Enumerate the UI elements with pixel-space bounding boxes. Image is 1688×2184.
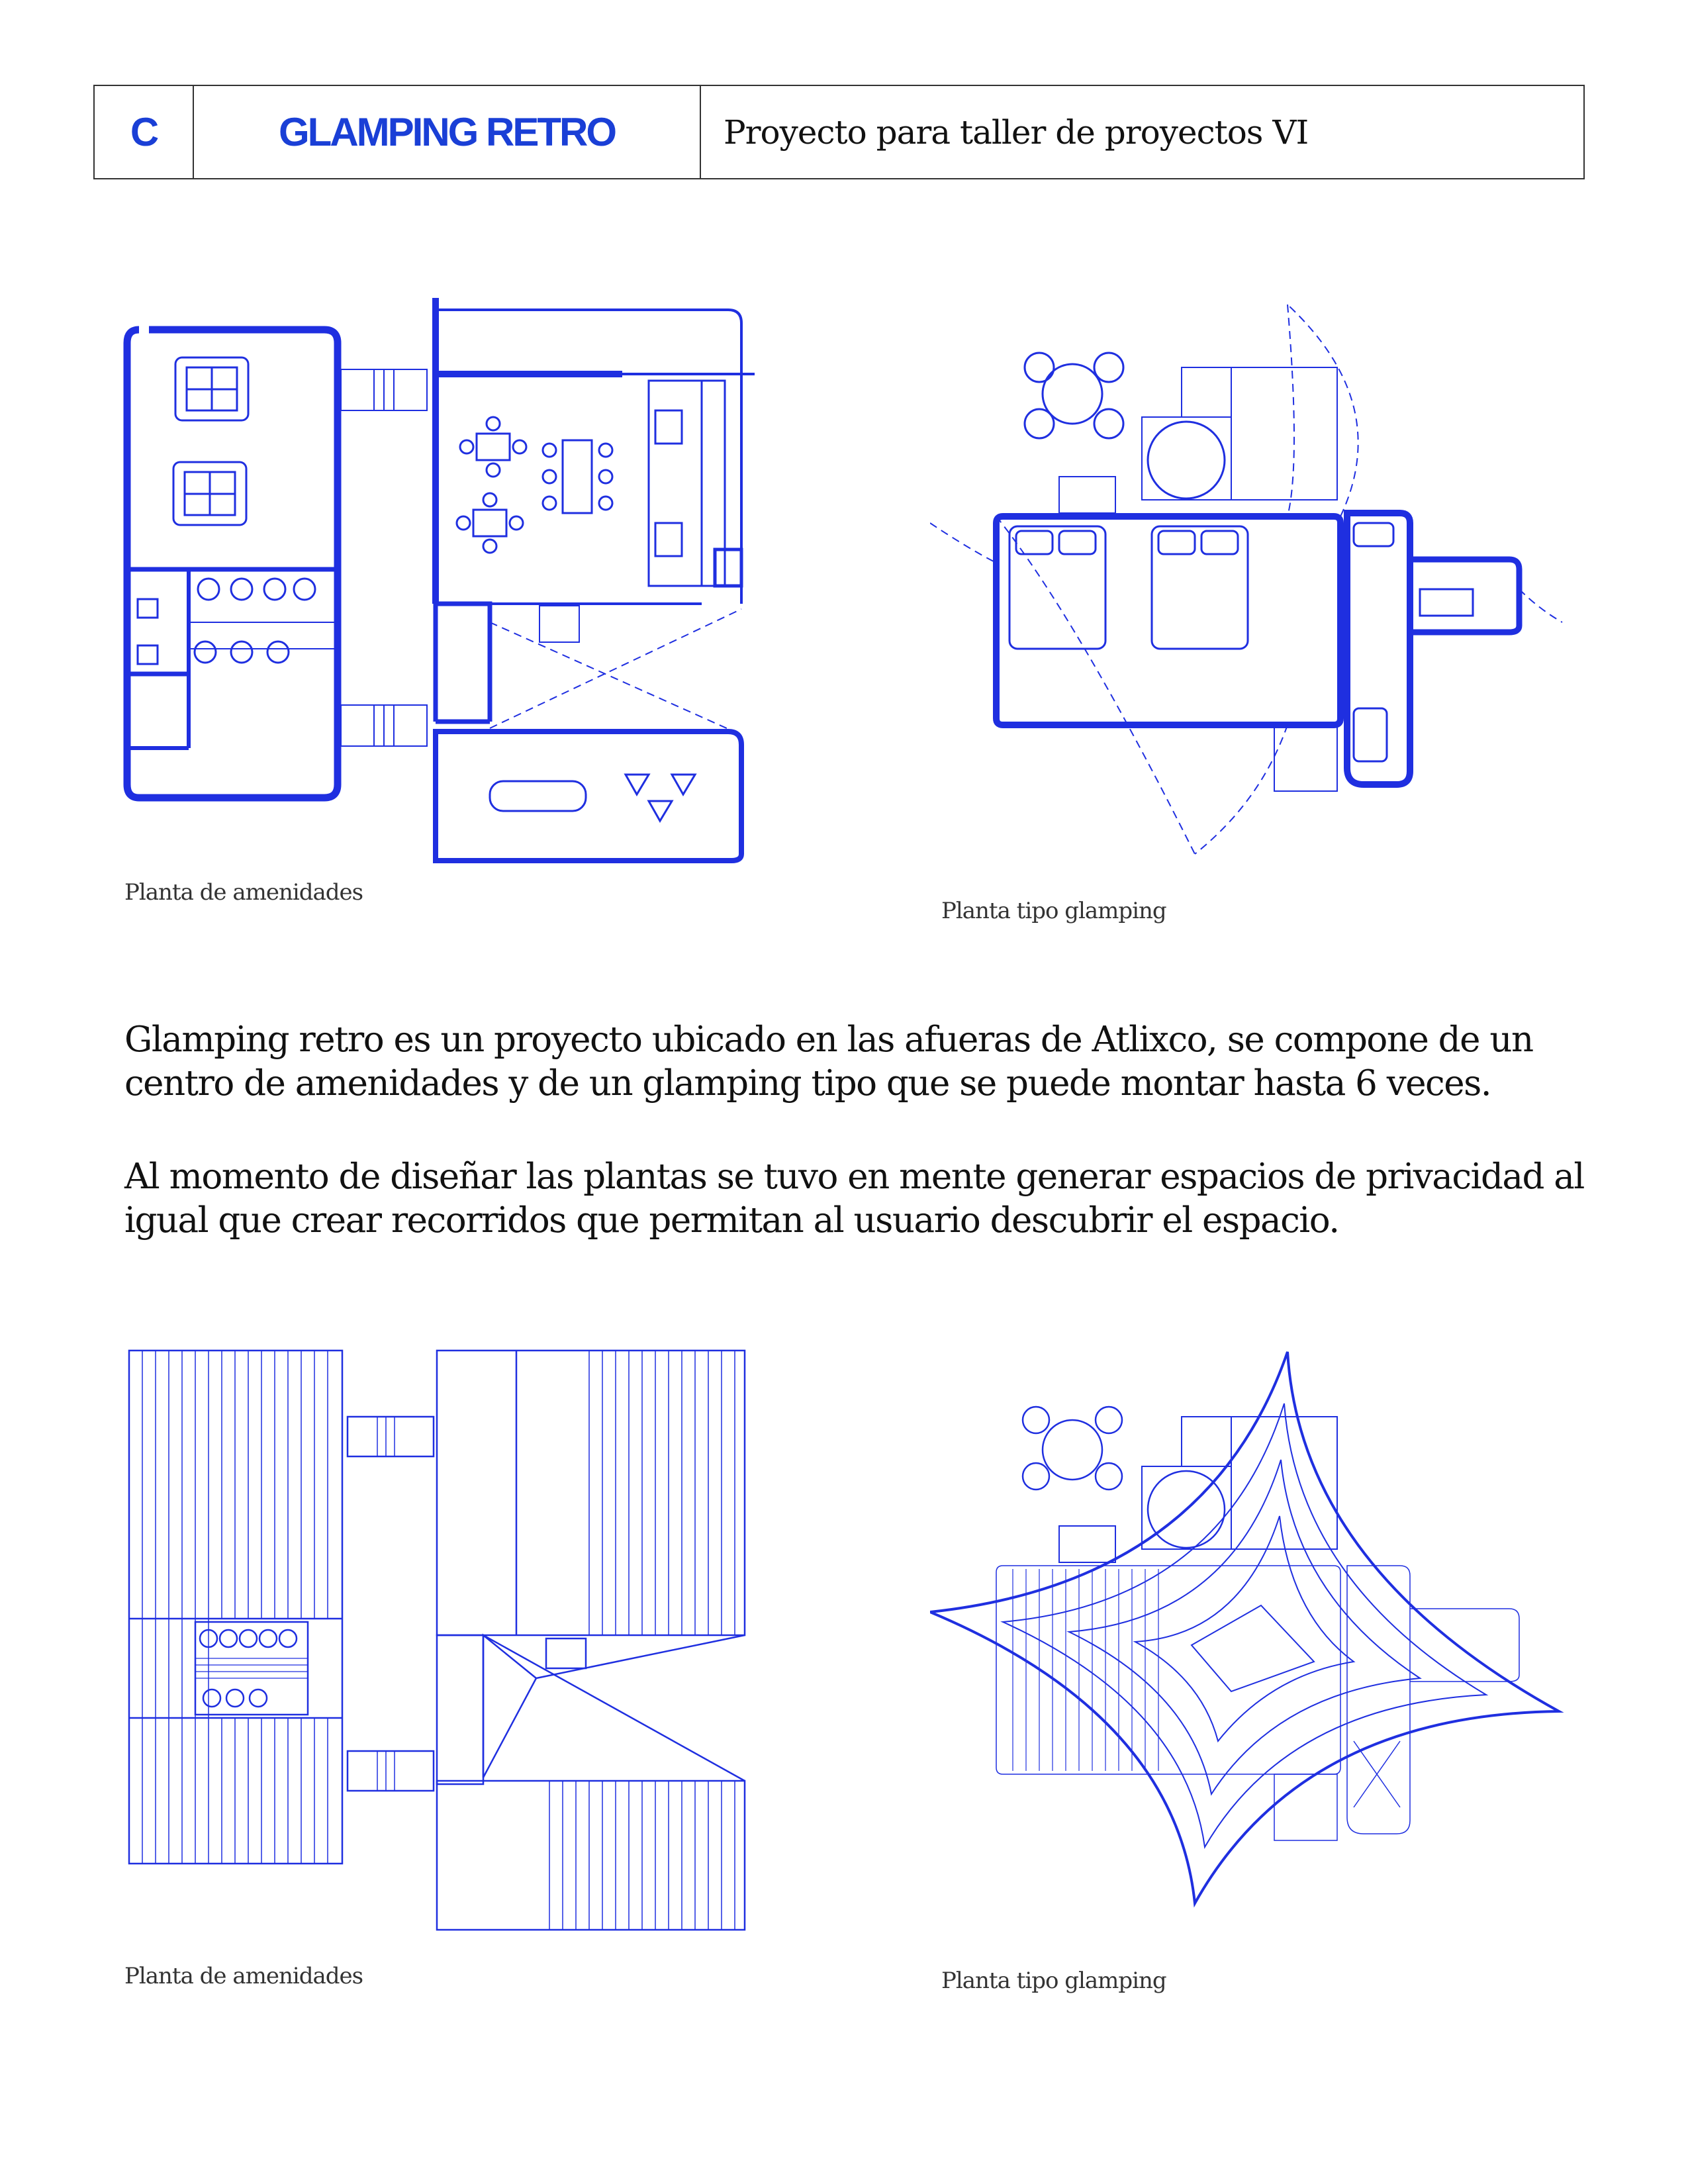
header-subtitle-cell (701, 86, 1583, 178)
amenities-floor-plan (119, 291, 755, 867)
project-title: GLAMPING RETRO (279, 110, 615, 154)
section-letter: C (130, 110, 158, 154)
caption-top-left: Planta de amenidades (124, 879, 363, 906)
description-paragraph-2: Al momento de diseñar las plantas se tuvo en mente generar espacios de privacidad al igual que crear recorridos que permitan al usuario descubrir el espacio. (124, 1157, 1584, 1241)
glamping-roof-plan (930, 1344, 1566, 1920)
header-letter-cell (95, 86, 194, 178)
header-title-cell (194, 86, 701, 178)
glamping-floor-plan (930, 298, 1566, 867)
caption-bottom-right: Planta tipo glamping (941, 1968, 1166, 1994)
caption-top-right: Planta tipo glamping (941, 898, 1166, 924)
amenities-roof-plan (126, 1347, 755, 1940)
project-subtitle: Proyecto para taller de proyectos VI (724, 113, 1309, 152)
caption-bottom-left: Planta de amenidades (124, 1963, 363, 1989)
description-paragraph-1: Glamping retro es un proyecto ubicado en las afueras de Atlixco, se compone de un centro de amenidades y de un glamping tipo que se puede montar hasta 6 veces. (124, 1020, 1533, 1104)
header-bar (93, 85, 1585, 179)
